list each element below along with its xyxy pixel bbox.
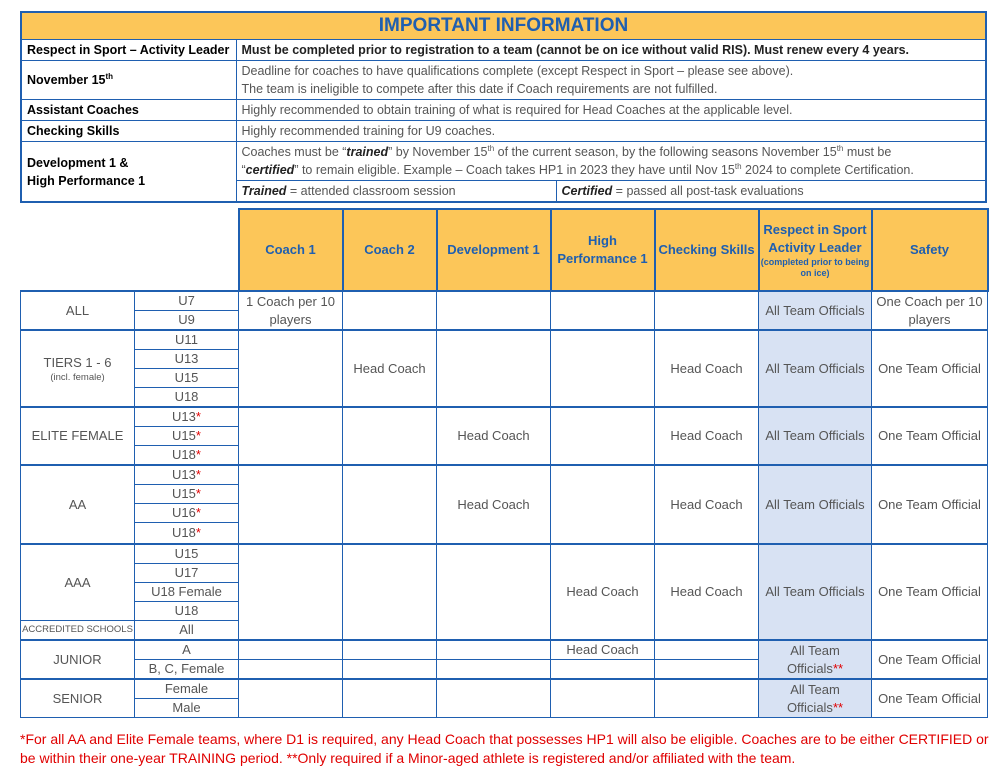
cell-junior-b-checking [655, 660, 759, 680]
cell-aa-safety: One Team Official [872, 465, 988, 544]
cell-tiers-ris: All Team Officials [759, 330, 872, 407]
info-text-assistant-coaches: Highly recommended to obtain training of what is required for Head Coaches at the applicable level. [236, 100, 986, 121]
level-elite-u15: U15* [135, 427, 239, 446]
cell-junior-a-coach-1 [239, 640, 343, 660]
group-accredited-schools: ACCREDITED SCHOOLS [21, 621, 135, 641]
cell-senior-ris: All Team Officials** [759, 679, 872, 718]
cell-junior-b-coach-2 [343, 660, 437, 680]
level-u15: U15 [135, 369, 239, 388]
group-aaa: AAA [21, 544, 135, 621]
level-aa-u16: U16* [135, 504, 239, 523]
level-schools-all: All [135, 621, 239, 641]
cell-tiers-safety: One Team Official [872, 330, 988, 407]
cell-junior-b-dev-1 [437, 660, 551, 680]
cell-all-hp-1 [551, 291, 655, 330]
cell-junior-b-hp-1 [551, 660, 655, 680]
group-aa: AA [21, 465, 135, 544]
info-text-ris: Must be completed prior to registration to a team (cannot be on ice without valid RIS). Must renew every 4 years. [236, 40, 986, 61]
cell-aaa-coach-1 [239, 544, 343, 640]
cell-senior-coach-2 [343, 679, 437, 718]
header-coach-2: Coach 2 [343, 209, 437, 291]
info-label-checking-skills: Checking Skills [21, 121, 236, 142]
info-text-checking-skills: Highly recommended training for U9 coaches. [236, 121, 986, 142]
coach-requirements-table [20, 208, 989, 718]
cell-all-dev-1 [437, 291, 551, 330]
cell-aa-ris: All Team Officials [759, 465, 872, 544]
definition-certified: Certified = passed all post-task evaluations [556, 181, 986, 203]
info-text-november-15: Deadline for coaches to have qualifications complete (except Respect in Sport – please see above). The team is ineligible to compete after this date if Coach requirements are not fulfilled. [236, 61, 986, 100]
level-elite-u13: U13* [135, 407, 239, 427]
group-elite-female: ELITE FEMALE [21, 407, 135, 465]
level-aaa-u15: U15 [135, 544, 239, 564]
footnote: *For all AA and Elite Female teams, where D1 is required, any Head Coach that possesses HP1 will also be eligible. Coaches are to be either CERTIFIED or be within their one-year TRAINING period. **Only required if a Minor-aged athlete is registered and/or affiliated with the team. [20, 731, 989, 766]
cell-junior-a-checking [655, 640, 759, 660]
cell-aaa-checking: Head Coach [655, 544, 759, 640]
cell-senior-hp-1 [551, 679, 655, 718]
cell-tiers-checking: Head Coach [655, 330, 759, 407]
definition-trained: Trained = attended classroom session [236, 181, 556, 203]
cell-junior-ris: All Team Officials** [759, 640, 872, 679]
group-junior: JUNIOR [21, 640, 135, 679]
cell-all-coach-1: 1 Coach per 10 players [239, 291, 343, 330]
level-junior-bcf: B, C, Female [135, 660, 239, 680]
group-all: ALL [21, 291, 135, 330]
level-aa-u18: U18* [135, 523, 239, 545]
cell-elite-ris: All Team Officials [759, 407, 872, 465]
level-aa-u13: U13* [135, 465, 239, 485]
cell-elite-coach-2 [343, 407, 437, 465]
cell-junior-a-dev-1 [437, 640, 551, 660]
cell-elite-dev-1: Head Coach [437, 407, 551, 465]
cell-all-safety: One Coach per 10 players [872, 291, 988, 330]
cell-tiers-dev-1 [437, 330, 551, 407]
header-respect-in-sport: Respect in Sport Activity Leader (completed prior to being on ice) [759, 209, 872, 291]
header-checking-skills: Checking Skills [655, 209, 759, 291]
cell-all-checking [655, 291, 759, 330]
cell-junior-safety: One Team Official [872, 640, 988, 679]
info-label-assistant-coaches: Assistant Coaches [21, 100, 236, 121]
level-senior-male: Male [135, 699, 239, 718]
header-development-1: Development 1 [437, 209, 551, 291]
level-u18: U18 [135, 388, 239, 408]
cell-aaa-coach-2 [343, 544, 437, 640]
cell-junior-a-coach-2 [343, 640, 437, 660]
cell-senior-coach-1 [239, 679, 343, 718]
header-coach-1: Coach 1 [239, 209, 343, 291]
level-u11: U11 [135, 330, 239, 350]
header-safety: Safety [872, 209, 988, 291]
cell-junior-a-hp-1: Head Coach [551, 640, 655, 660]
cell-junior-b-coach-1 [239, 660, 343, 680]
level-aaa-u18-female: U18 Female [135, 583, 239, 602]
cell-aaa-hp-1: Head Coach [551, 544, 655, 640]
level-u7: U7 [135, 291, 239, 311]
level-senior-female: Female [135, 679, 239, 699]
cell-aa-coach-1 [239, 465, 343, 544]
cell-tiers-hp-1 [551, 330, 655, 407]
cell-elite-safety: One Team Official [872, 407, 988, 465]
info-title: IMPORTANT INFORMATION [21, 12, 986, 40]
cell-aaa-safety: One Team Official [872, 544, 988, 640]
info-label-dev-hp: Development 1 & High Performance 1 [21, 142, 236, 203]
cell-aaa-ris: All Team Officials [759, 544, 872, 640]
cell-all-ris: All Team Officials [759, 291, 872, 330]
important-information-table [20, 11, 987, 203]
cell-aa-coach-2 [343, 465, 437, 544]
level-u13: U13 [135, 350, 239, 369]
level-junior-a: A [135, 640, 239, 660]
cell-aa-hp-1 [551, 465, 655, 544]
cell-aa-checking: Head Coach [655, 465, 759, 544]
level-aa-u15: U15* [135, 485, 239, 504]
cell-elite-checking: Head Coach [655, 407, 759, 465]
header-blank [21, 209, 239, 291]
group-senior: SENIOR [21, 679, 135, 718]
cell-aaa-dev-1 [437, 544, 551, 640]
level-u9: U9 [135, 311, 239, 331]
cell-senior-checking [655, 679, 759, 718]
cell-senior-safety: One Team Official [872, 679, 988, 718]
info-label-november-15: November 15th [21, 61, 236, 100]
cell-all-coach-2 [343, 291, 437, 330]
info-label-ris: Respect in Sport – Activity Leader [21, 40, 236, 61]
cell-elite-coach-1 [239, 407, 343, 465]
level-aaa-u18: U18 [135, 602, 239, 621]
level-elite-u18: U18* [135, 446, 239, 466]
cell-elite-hp-1 [551, 407, 655, 465]
cell-tiers-coach-2: Head Coach [343, 330, 437, 407]
group-tiers: TIERS 1 - 6 (incl. female) [21, 330, 135, 407]
level-aaa-u17: U17 [135, 564, 239, 583]
info-text-dev-hp: Coaches must be “trained” by November 15th of the current season, by the following seasons November 15th must be “certified” to remain eligible. Example – Coach takes HP1 in 2023 they have until Nov 15th 2024 to complete Certification. [236, 142, 986, 181]
header-high-performance-1: High Performance 1 [551, 209, 655, 291]
cell-senior-dev-1 [437, 679, 551, 718]
cell-aa-dev-1: Head Coach [437, 465, 551, 544]
cell-tiers-coach-1 [239, 330, 343, 407]
